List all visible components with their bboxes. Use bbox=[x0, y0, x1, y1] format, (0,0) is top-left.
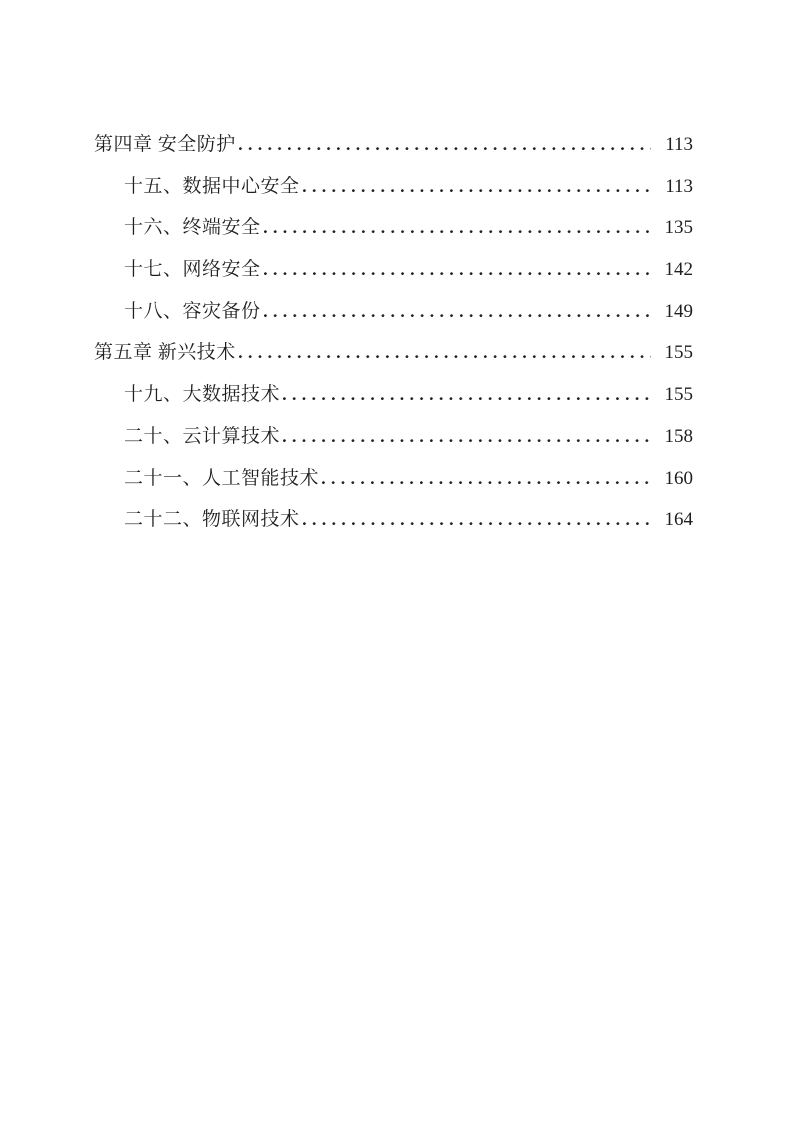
toc-entry-chapter-4[interactable] bbox=[94, 124, 693, 166]
toc-entry-section-20[interactable] bbox=[94, 416, 693, 458]
dot-leader bbox=[303, 188, 651, 192]
toc-entry-page: 113 bbox=[665, 134, 693, 155]
toc-entry-section-16[interactable] bbox=[94, 207, 693, 249]
toc-entry-page: 158 bbox=[664, 425, 693, 447]
dot-leader bbox=[322, 480, 651, 484]
dot-leader bbox=[239, 146, 651, 150]
toc-entry-label: 十八、容灾备份 bbox=[124, 300, 261, 322]
toc-entry-label: 二十、云计算技术 bbox=[124, 425, 281, 447]
toc-entry-page: 149 bbox=[664, 300, 693, 322]
toc-entry-label: 十七、网络安全 bbox=[124, 259, 261, 281]
dot-leader bbox=[264, 271, 651, 275]
toc-entry-page: 142 bbox=[664, 259, 693, 281]
toc-entry-page: 113 bbox=[665, 175, 693, 197]
toc-entry-section-18[interactable] bbox=[94, 291, 693, 333]
toc-entry-page: 164 bbox=[664, 509, 693, 531]
toc-entry-section-22[interactable] bbox=[94, 499, 693, 541]
dot-leader bbox=[283, 438, 651, 442]
toc-entry-page: 155 bbox=[664, 342, 693, 364]
dot-leader bbox=[264, 229, 651, 233]
toc-entry-section-21[interactable] bbox=[94, 458, 693, 500]
toc-entry-page: 160 bbox=[664, 467, 693, 489]
toc-entry-page: 135 bbox=[664, 217, 693, 239]
toc-entry-label: 二十一、人工智能技术 bbox=[124, 467, 320, 489]
dot-leader bbox=[239, 354, 651, 358]
dot-leader bbox=[303, 521, 651, 525]
toc-entry-section-17[interactable] bbox=[94, 249, 693, 291]
dot-leader bbox=[283, 396, 651, 400]
toc-entry-label: 十九、大数据技术 bbox=[124, 384, 281, 406]
toc-entry-label: 第四章 安全防护 bbox=[94, 134, 236, 155]
toc-entry-chapter-5[interactable] bbox=[94, 332, 693, 374]
toc-entry-section-15[interactable] bbox=[94, 166, 693, 208]
toc-entry-label: 十六、终端安全 bbox=[124, 217, 261, 239]
toc-entry-label: 二十二、物联网技术 bbox=[124, 509, 300, 531]
dot-leader bbox=[264, 313, 651, 317]
toc-entry-label: 第五章 新兴技术 bbox=[94, 342, 236, 364]
toc-entry-label: 十五、数据中心安全 bbox=[124, 175, 300, 197]
toc-entry-section-19[interactable] bbox=[94, 374, 693, 416]
table-of-contents bbox=[94, 124, 693, 541]
toc-entry-page: 155 bbox=[664, 384, 693, 406]
